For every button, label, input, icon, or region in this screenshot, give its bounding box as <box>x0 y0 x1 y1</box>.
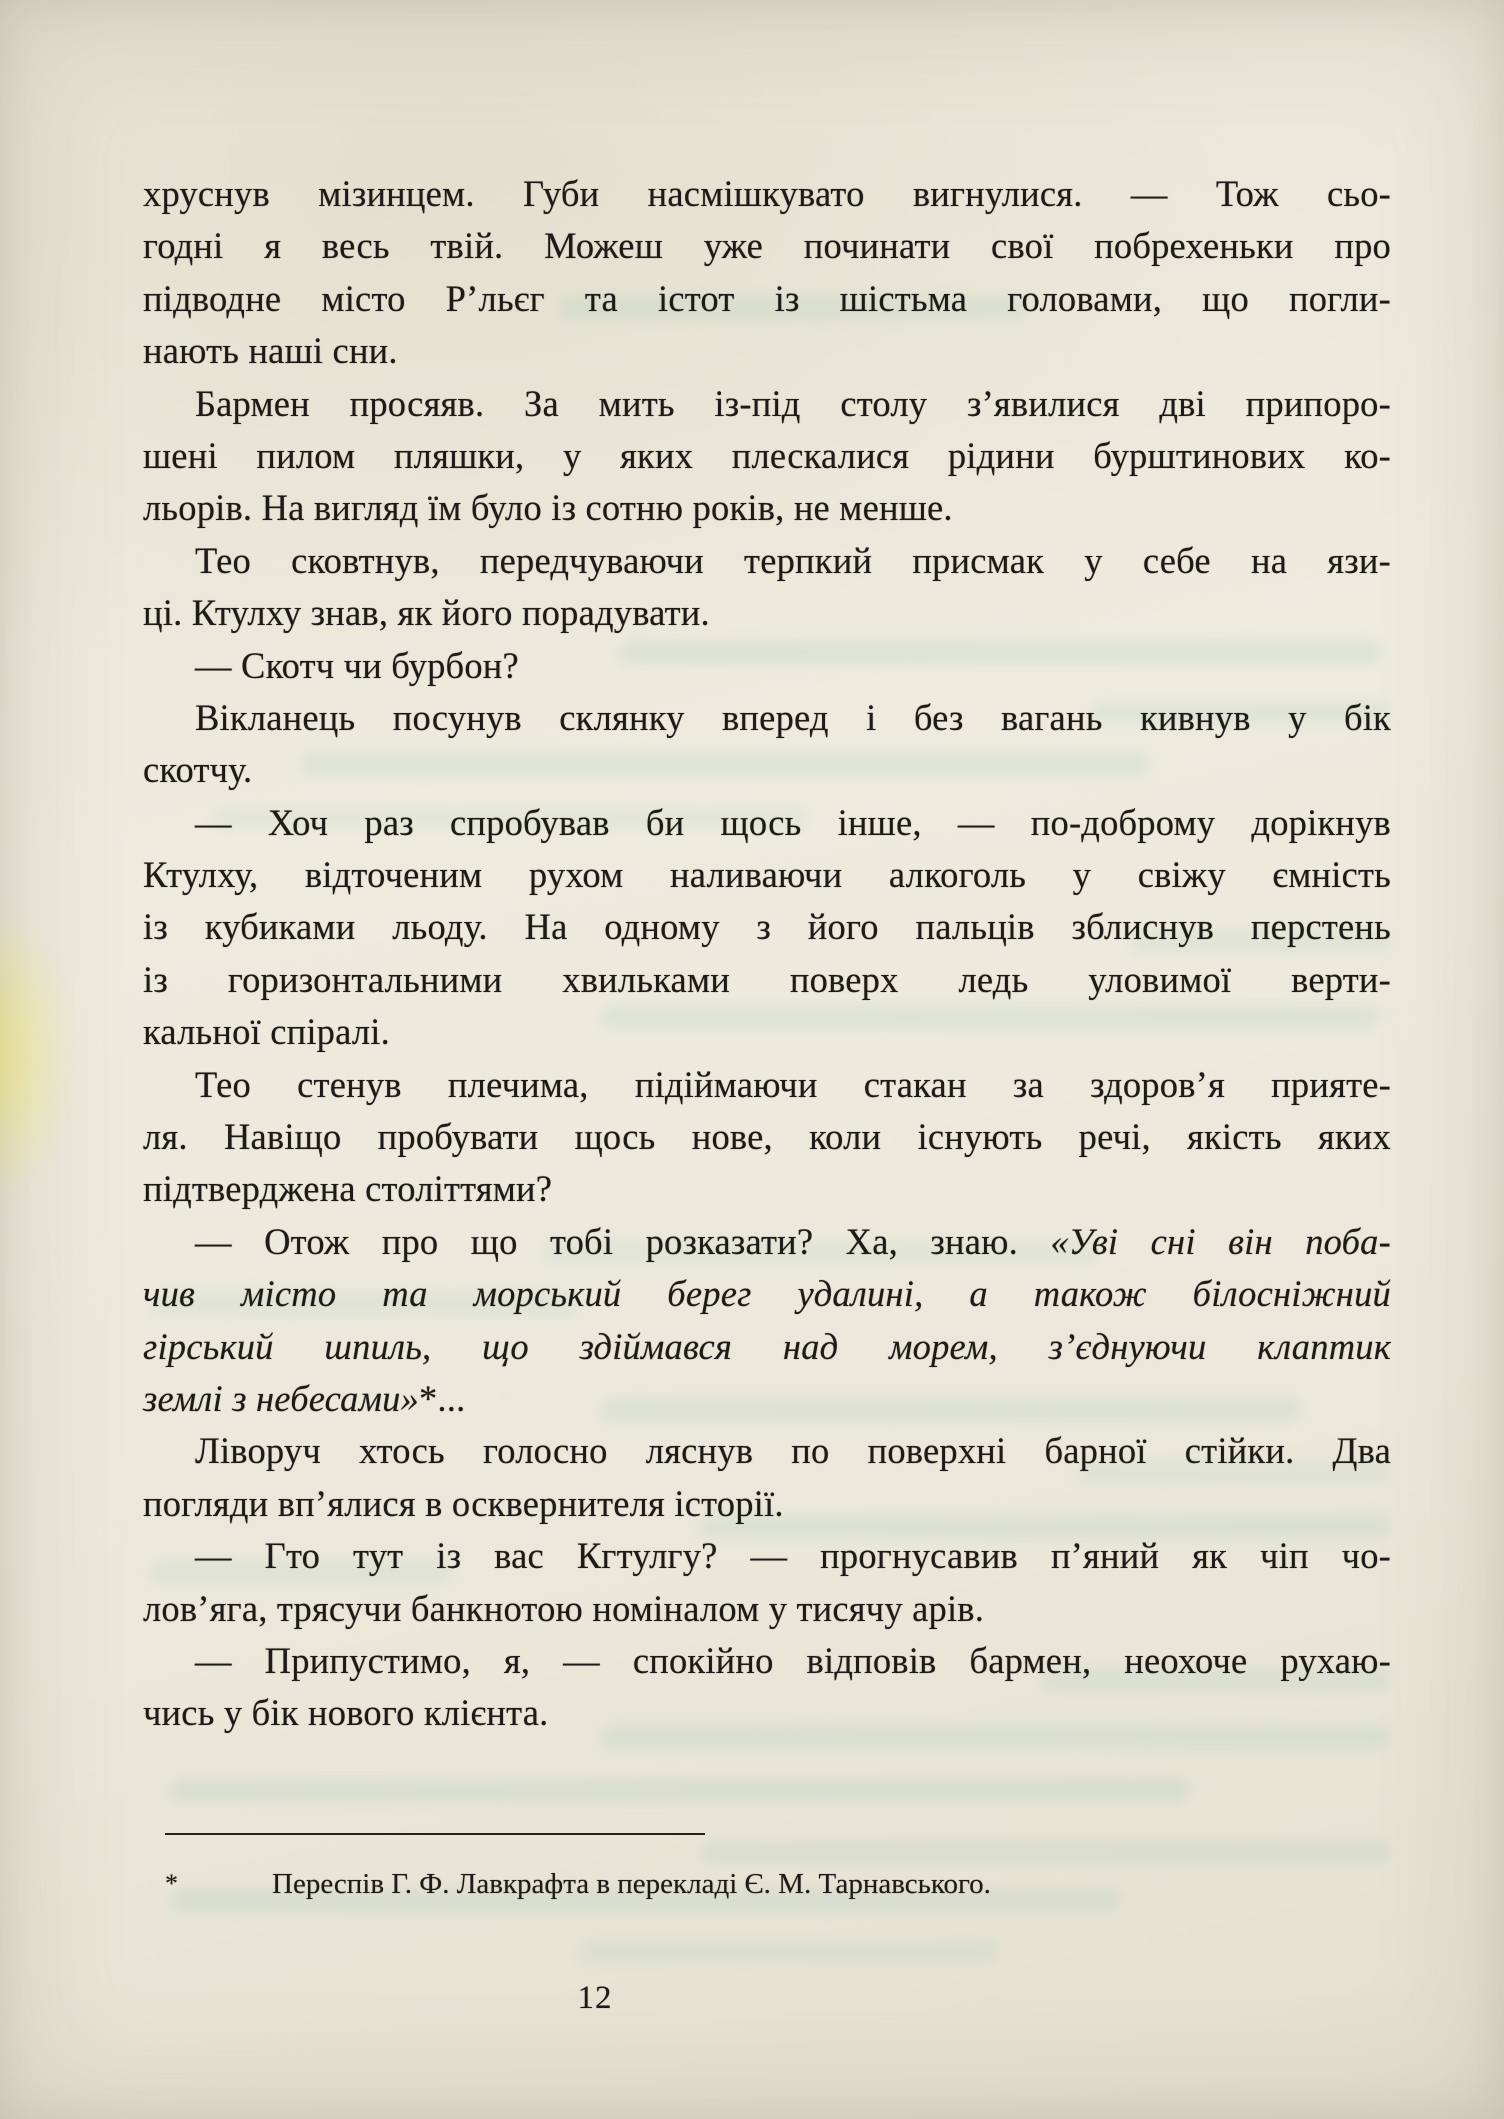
text-line <box>143 1268 1391 1320</box>
text-segment: гірський шпиль, що здіймався над морем, з’єднуючи клаптик <box>143 1325 1391 1367</box>
text-line <box>143 168 1391 220</box>
text-segment: чись у бік нового клієнта. <box>143 1692 549 1734</box>
text-line <box>143 220 1391 272</box>
footnote <box>165 1864 1315 1904</box>
text-line <box>143 1687 1391 1739</box>
text-segment: скотчу. <box>143 749 253 791</box>
text-line <box>143 1425 1391 1477</box>
text-segment: шені пилом пляшки, у яких плескалися рідини бурштинових ко- <box>143 434 1391 476</box>
text-line <box>143 1163 1391 1215</box>
footnote-text: Переспів Г. Ф. Лавкрафта в перекладі Є. М. Тарнавського. <box>272 1868 991 1900</box>
page-edge-glow <box>0 905 74 1205</box>
text-segment: — Гто тут із вас Кгтулгу? — прогнусавив п’яний як чіп чо- <box>195 1535 1391 1577</box>
text-line <box>143 1373 1391 1425</box>
text-segment: — Хоч раз спробував би щось інше, — по-доброму дорікнув <box>195 801 1391 843</box>
text-line <box>143 325 1391 377</box>
text-segment: Ктулху, відточеним рухом наливаючи алкоголь у свіжу ємність <box>143 854 1391 896</box>
text-line <box>143 1635 1391 1687</box>
text-segment: підтверджена століттями? <box>143 1168 553 1210</box>
page-number: 12 <box>577 1980 613 2016</box>
text-line <box>143 482 1391 534</box>
text-line <box>143 1006 1391 1058</box>
text-segment: Вікланець посунув склянку вперед і без вагань кивнув у бік <box>195 696 1391 738</box>
text-line <box>143 273 1391 325</box>
body-text <box>143 168 1391 1740</box>
text-line <box>143 1583 1391 1635</box>
text-line <box>143 692 1391 744</box>
text-line <box>143 954 1391 1006</box>
text-segment: — Отож про що тобі розказати? Ха, знаю. <box>195 1220 1051 1262</box>
text-segment: нають наші сни. <box>143 330 398 372</box>
ink-bleedthrough <box>699 1840 1392 1864</box>
text-segment: погляди вп’ялися в осквернителя історії. <box>143 1482 784 1524</box>
text-segment: Бармен просяяв. За мить із-під столу з’явилися дві припоро- <box>195 382 1391 424</box>
text-segment: Ліворуч хтось голосно ляснув по поверхні барної стійки. Два <box>195 1430 1391 1472</box>
text-line <box>143 1216 1391 1268</box>
text-line <box>143 849 1391 901</box>
text-segment: ля. Навіщо пробувати щось нове, коли існують речі, якість яких <box>143 1116 1391 1158</box>
text-segment: Тео стенув плечима, підіймаючи стакан за здоров’я прияте- <box>195 1063 1391 1105</box>
text-line <box>143 797 1391 849</box>
text-segment: — Скотч чи бурбон? <box>195 644 519 686</box>
text-segment: кальної спіралі. <box>143 1011 390 1053</box>
text-segment: із горизонтальними хвильками поверх ледь уловимої верти- <box>143 958 1391 1000</box>
text-segment: землі з небесами» <box>143 1377 419 1419</box>
ink-bleedthrough <box>579 1940 1002 1964</box>
text-segment: лов’яга, трясучи банкнотою номіналом у тисячу арів. <box>143 1587 985 1629</box>
text-segment: — Припустимо, я, — спокійно відповів бармен, неохоче рухаю- <box>195 1639 1391 1681</box>
text-line <box>143 1111 1391 1163</box>
text-line <box>143 1059 1391 1111</box>
text-line <box>143 1478 1391 1530</box>
ink-bleedthrough <box>169 1778 1192 1802</box>
text-line <box>143 901 1391 953</box>
text-segment: хруснув мізинцем. Губи насмішкувато вигнулися. — Тож сьо- <box>143 173 1391 214</box>
text-segment: «Уві сні він поба- <box>1050 1220 1391 1262</box>
text-segment: ці. Ктулху знав, як його порадувати. <box>143 592 710 634</box>
footnote-marker: * <box>165 1869 178 1898</box>
text-segment: чив місто та морський берег удалині, а також білосніжний <box>143 1273 1391 1315</box>
text-line <box>143 640 1391 692</box>
text-line <box>143 535 1391 587</box>
text-line <box>143 744 1391 796</box>
text-segment: Тео сковтнув, передчуваючи терпкий присмак у себе на язи- <box>195 539 1391 581</box>
text-line <box>143 430 1391 482</box>
text-line <box>143 1530 1391 1582</box>
text-line <box>143 1321 1391 1373</box>
text-segment: *... <box>418 1377 466 1419</box>
text-segment: льорів. На вигляд їм було із сотню років, не менше. <box>143 487 953 529</box>
text-segment: годні я весь твій. Можеш уже починати свої побрехеньки про <box>143 225 1391 267</box>
text-segment: підводне місто Р’льєг та істот із шістьма головами, що погли- <box>143 277 1391 319</box>
text-segment: із кубиками льоду. На одному з його пальців зблиснув перстень <box>143 906 1391 948</box>
footnote-divider <box>165 1833 705 1835</box>
text-line <box>143 587 1391 639</box>
text-line <box>143 378 1391 430</box>
